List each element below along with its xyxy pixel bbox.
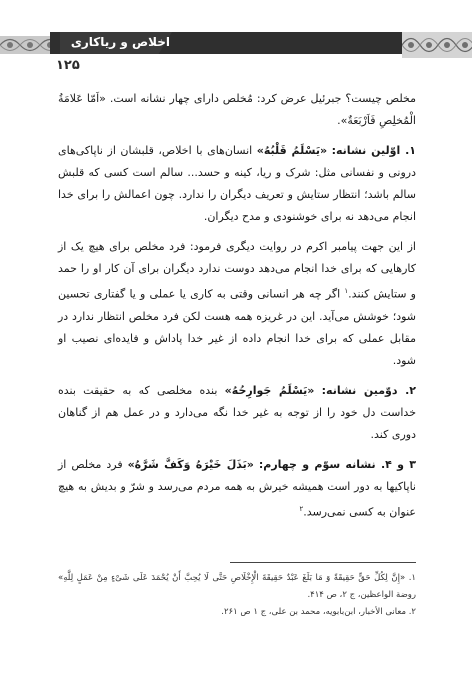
paragraph-5 (58, 454, 416, 524)
sign-label: ۲. دوّمین نشانه: (321, 383, 416, 397)
sign-label: ۱. اوّلین نشانه: (331, 144, 416, 157)
page-number: ۱۲۵ (56, 58, 80, 73)
sign-label: ۳ و ۴. نشانه سوّم و چهارم: (258, 457, 416, 471)
page-body (58, 88, 416, 531)
paragraph-text: از این جهت پیامبر اکرم در روایت دیگری فرمود: فرد مخلص برای هیچ یک از کارهایی که برای خدا انجام می‌دهد دوست ندارد دیگران برای آن کار او را حمد و ستایش کنند. (58, 240, 416, 301)
paragraph-text: مخلص چیست؟ جبرئیل عرض کرد: مُخلص دارای چهار نشانه است. «اَمّا عَلامَةُ الْمُخلِصِ فَاَرْبَعَةٌ». (58, 92, 416, 127)
paragraph-text: انسان‌های با اخلاص، قلبشان از ناپاکی‌های درونی و نفسانی مثل: شرک و ریا، کینه و حسد... سالم است کسی که قلبش سالم باشد؛ انتظار ستایش و تعریف دیگران را ندارد. چون اعمالش را برای خدا انجام می‌دهد نه برای خوشنودی و مدح دیگران. (58, 144, 416, 223)
paragraph-text: فرد مخلص از ناپاکیها به دور است همیشه خیرش به همه مردم می‌رسد و شرّ و بدیش به هیچ عنوان به کسی نمی‌رسد. (58, 457, 416, 519)
footnotes (58, 570, 416, 621)
page-header (0, 30, 472, 58)
footnote-1: ۱. «إِنَّ لِکُلِّ حَقٍّ حَقِیقَةً وَ مَا بَلَغَ عَبْدٌ حَقِیقَةَ الْإِخْلَاصِ حَتَّى لَا یُحِبَّ أَنْ یُحْمَدَ عَلَى شَیْ‏ءٍ مِنْ عَمَلٍ لِلَّهِ» روضة الواعظین، ج ۲، ص ۴۱۴. (58, 573, 416, 600)
footnote-ref[interactable]: ۱ (344, 287, 349, 295)
footnote-divider (230, 562, 416, 563)
footnote-2: ۲. معانی الأخبار، ابن‌بابویه، محمد بن علی، ج ۱ ص ۲۶۱. (221, 607, 416, 617)
quote-text: «بَذَلَ خَیْرَهُ وَکَفَّ شَرَّهُ» (127, 457, 254, 471)
paragraph-2 (58, 140, 416, 228)
chapter-title: اخلاص و ریاکاری (70, 35, 170, 49)
paragraph-text: بنده مخلصی که به حقیقت بنده خداست دل خود را از توجه به غیر خدا نگه می‌دارد و در عمل هم از گناهان دوری کند. (58, 383, 416, 441)
footnote-ref[interactable]: ۲ (299, 504, 304, 513)
paragraph-3 (58, 236, 416, 372)
quote-text: «یَسْلَمُ جَوارِحُهُ» (224, 383, 315, 397)
quote-text: «یَسْلَمُ قَلْبُهُ» (256, 144, 328, 157)
paragraph-1 (58, 88, 416, 132)
paragraph-text: اگر چه هر انسانی وقتی به کاری یا عملی و یا گفتاری تحسین شود؛ خوشش می‌آید. این در غریزه همه هست لکن فرد مخلص انتظار ندارد در مقابل عملی که برای خدا انجام داده از غیر خدا پاداش و فایده‌ای نصیب او شود. (58, 287, 416, 367)
paragraph-4 (58, 380, 416, 446)
ornament-right-icon (402, 30, 472, 60)
